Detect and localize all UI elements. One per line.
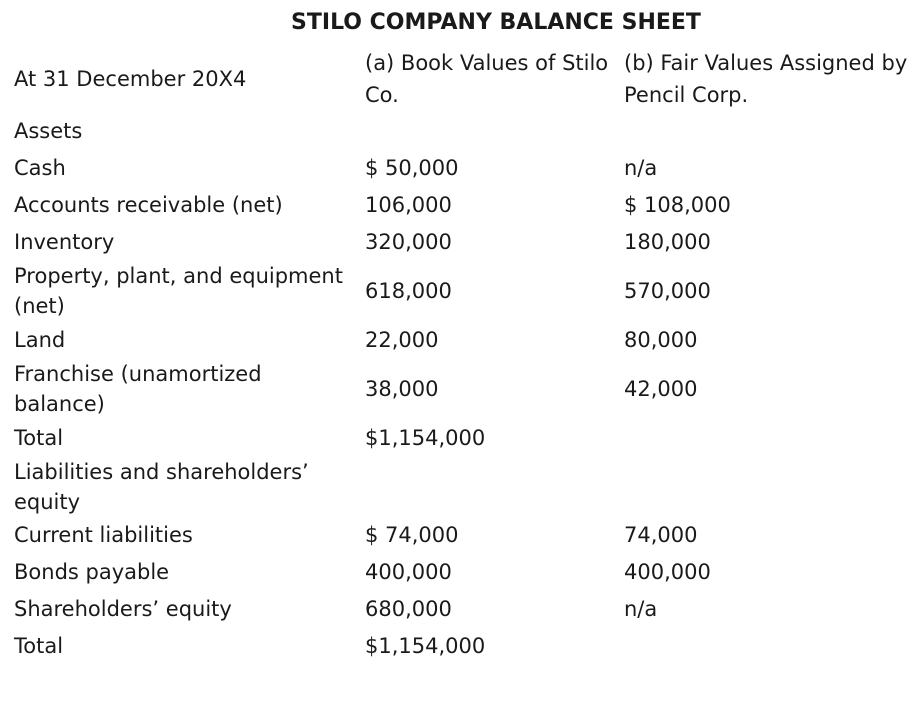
date-label: At 31 December 20X4 <box>14 66 247 91</box>
column-header-fair-values: (b) Fair Values Assigned by Pencil Corp. <box>624 51 908 107</box>
fair-value: 80,000 <box>624 327 698 352</box>
table-row <box>8 187 920 224</box>
fair-value: n/a <box>624 597 658 622</box>
balance-table <box>8 48 920 666</box>
table-row <box>8 457 920 518</box>
book-value: $1,154,000 <box>365 425 486 450</box>
table-row <box>8 420 920 457</box>
fair-value: 400,000 <box>624 560 711 585</box>
fair-value: 570,000 <box>624 279 711 304</box>
table-row <box>8 359 920 420</box>
fair-value: 74,000 <box>624 523 698 548</box>
table-row <box>8 629 920 666</box>
row-label: Property, plant, and equipment (net) <box>14 264 343 319</box>
table-row <box>8 518 920 555</box>
table-header-row <box>8 48 920 113</box>
book-value: 400,000 <box>365 560 452 585</box>
row-label: Land <box>14 327 66 352</box>
book-value: 320,000 <box>365 229 452 254</box>
fair-value: n/a <box>624 155 658 180</box>
book-value: 618,000 <box>365 279 452 304</box>
row-label: Liabilities and shareholders’ equity <box>14 459 309 515</box>
book-value: 38,000 <box>365 377 439 402</box>
book-value: $ 50,000 <box>365 155 459 180</box>
fair-value <box>618 113 920 150</box>
fair-value: 42,000 <box>624 377 698 402</box>
column-header-book-values: (a) Book Values of Stilo Co. <box>365 51 609 107</box>
row-label: Shareholders’ equity <box>14 597 232 622</box>
book-value: $ 74,000 <box>365 523 459 548</box>
fair-value <box>618 629 920 666</box>
page-title: STILO COMPANY BALANCE SHEET <box>291 10 701 35</box>
book-value <box>359 113 618 150</box>
table-row <box>8 261 920 322</box>
row-label: Bonds payable <box>14 560 170 585</box>
table-row <box>8 113 920 150</box>
fair-value: $ 108,000 <box>624 192 731 217</box>
row-label: Franchise (unamortized balance) <box>14 361 262 417</box>
row-label: Cash <box>14 155 66 180</box>
row-label: Inventory <box>14 229 115 254</box>
fair-value <box>618 420 920 457</box>
row-label: Accounts receivable (net) <box>14 192 283 217</box>
fair-value: 180,000 <box>624 229 711 254</box>
book-value <box>359 457 618 518</box>
book-value: $1,154,000 <box>365 634 486 659</box>
table-row <box>8 555 920 592</box>
row-label: Total <box>14 425 64 450</box>
book-value: 22,000 <box>365 327 439 352</box>
fair-value <box>618 457 920 518</box>
row-label: Current liabilities <box>14 523 193 548</box>
row-label: Assets <box>14 118 83 143</box>
row-label: Total <box>14 634 64 659</box>
book-value: 680,000 <box>365 597 452 622</box>
table-row <box>8 224 920 261</box>
table-row <box>8 592 920 629</box>
book-value: 106,000 <box>365 192 452 217</box>
table-row <box>8 322 920 359</box>
table-row <box>8 150 920 187</box>
